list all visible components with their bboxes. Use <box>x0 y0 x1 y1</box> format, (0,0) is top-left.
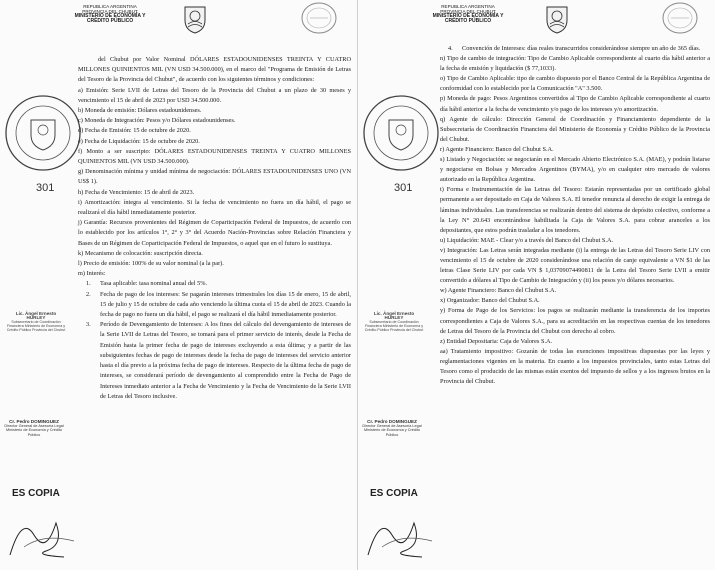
term-o: o) Tipo de Cambio Aplicable: tipo de cambio dispuesto por el Banco Central de la República Argentina de conformidad con lo establecido por la Comunicación "A" 3.500. <box>440 75 710 93</box>
term-u: u) Liquidación: MAE - Clear y/o a través del Banco del Chubut S.A. <box>440 236 614 244</box>
term-j: j) Garantía: Recursos provenientes del Régimen de Coparticipación Federal de Impuestos, de acuerdo con lo establecido por los artículos 1°, 2° y 3° del Acuerdo Nación-Provincias sobre Relación Financiera y Bases de un Régimen de Coparticipación Federal de Impuestos, o aquel que en el futuro lo sustituya. <box>78 219 351 247</box>
header-line4: CRÉDITO PÚBLICO <box>444 18 492 24</box>
intro-paragraph: del Chubut por Valor Nominal DÓLARES ESTADOUNIDENSES TREINTA Y CUATRO MILLONES QUINIENTOS MIL (VN USD 34.500.000), en el marco del "Programa de Emisión de Letras del Tesoro de la Provincia del Chubut", de acuerdo con los siguientes términos y condiciones: <box>78 56 351 84</box>
left-body-text <box>78 55 351 402</box>
right-body-text <box>440 44 710 387</box>
term-t: t) Forma e Instrumentación de las Letras del Tesoro: Estarán representadas por un certificado global permanente a ser depositado en Caja de Valores S.A. El tenedor renuncia al derecho de exigir la entrega de láminas individuales. Las transferencias se realizarán dentro del sistema de depósito colectivo, conforme a la Ley N° 20.643 encontrándose habilitada la Caja de Valores S.A. para cobrar aranceles a los depositantes, que estos podrán trasladar a los tenedores. <box>440 186 710 234</box>
interest-list-continued <box>440 44 710 54</box>
left-page <box>0 0 357 570</box>
chubut-crest-icon <box>182 4 208 34</box>
term-k: k) Mecanismo de colocación: suscripción directa. <box>78 249 203 257</box>
ministry-oval-stamp-icon <box>2 92 84 174</box>
chubut-crest-icon <box>544 4 570 34</box>
signature-block-2 <box>4 420 64 437</box>
interest-text: Tasa aplicable: tasa nominal anual del 5%. <box>100 280 208 288</box>
signatory-role: Subsecretario de Coordinación Financiera Ministerio de Economía y Crédito Público Provincia del Chubut <box>6 320 66 332</box>
interest-text: Fecha de pago de los intereses: Se pagarán intereses trimestrales los días 15 de enero, 15 de abril, 15 de julio y 15 de octubre de cada año venciendo la última cuota el 15 de abril de 2023. Cuando la fecha de pago no fuera un día hábil, el pago se realizará el día hábil inmediatamente posterior. <box>100 290 351 319</box>
folio-number: 301 <box>394 182 413 194</box>
header-line1: REPUBLICA ARGENTINA <box>441 4 495 9</box>
handwritten-signature-icon <box>362 505 442 565</box>
term-m: m) Interés: <box>78 270 106 278</box>
term-y: y) Forma de Pago de los Servicios: los pagos se realizarán mediante la transferencia de los importes correspondientes a Caja de Valores S.A., para su acreditación en las respectivas cuentas de los tenedores de Letras del Tesoro de la Provincia del Chubut con derecho al cobro. <box>440 307 710 335</box>
interest-text: Período de Devengamiento de Intereses: A los fines del cálculo del devengamiento de intereses de la Serie LVII de Letras del Tesoro, se tomará para el primer servicio de interés, desde la Fecha de Emisión hasta la primer fecha de pago de intereses excluyendo a esta última; y a partir de las subsiguientes fechas de pago de intereses desde la fecha de pago de intereses del servicio anterior hasta el día previo a la próxima fecha de pago de intereses. Respecto de la última fecha de pago de intereses, se considerará período de devengamiento al comprendido entre la Fecha de Pago de Intereses inmediato anterior a la Fecha de Vencimiento y la Fecha de Vencimiento de la Serie LVII de Letras del Tesoro inclusive. <box>100 321 351 400</box>
term-w: w) Agente Financiero: Banco del Chubut S.A. <box>440 287 557 295</box>
ministry-header <box>398 4 538 24</box>
interest-text: Convención de Intereses: días reales transcurridos considerándose siempre un año de 365 días. <box>462 45 701 52</box>
term-i: i) Amortización: íntegra al vencimiento. Si la fecha de vencimiento no fuera un día hábil, el pago se realizará el día hábil inmediatamente posterior. <box>78 198 351 217</box>
signatory-role: Director General de Asesoría Legal Ministerio de Economía y Crédito Público <box>362 424 422 437</box>
signature-block-1 <box>6 312 66 332</box>
signature-block-1 <box>364 312 424 332</box>
term-h: h) Fecha de Vencimiento: 15 de abril de 2023. <box>78 188 195 196</box>
header-line2: PROVINCIA DEL CHUBUT <box>440 9 496 14</box>
term-v: v) Integración: Las Letras serán integradas mediante (i) la entrega de las Letras del Tesoro Serie LIV con vencimiento el 15 de octubre de 2020 considerándose una relación de canje equivalente a VN $1 de las letras Clase Serie LIV por cada VN $ 1,03709074490811 de la Letra del Tesoro Serie LVII a emitir convertido a dólares al Tipo de Cambio de Integración y (ii) los pesos y/o dólares necesarios. <box>440 246 710 285</box>
term-g: g) Denominación mínima y unidad mínima de negociación: DÓLARES ESTADOUNIDENSES UNO (VN US$ 1). <box>78 168 351 186</box>
interest-item: 2. Fecha de pago de los intereses: Se pagarán intereses trimestrales los días 15 de enero, 15 de abril, 15 de julio y 15 de octubre de cada año venciendo la última cuota el 15 de abril de 2023. Cuando la fecha de pago no fuera un día hábil, el pago se realizará el día hábil inmediatamente posterior. <box>86 290 351 319</box>
term-b: b) Moneda de emisión: Dólares estadounidenses. <box>78 107 202 115</box>
ministry-header <box>40 4 180 24</box>
term-r: r) Agente Financiero: Banco del Chubut S.A. <box>440 145 554 153</box>
term-n: n) Tipo de cambio de integración: Tipo de Cambio Aplicable correspondiente al cuarto día hábil anterior a la fecha de emisión y liquidación ($ 77,1033). <box>440 55 710 73</box>
interest-item: 3. Período de Devengamiento de Intereses: A los fines del cálculo del devengamiento de intereses de la Serie LVII de Letras del Tesoro, se tomará para el primer servicio de interés, desde la Fecha de Emisión hasta la primer fecha de pago de intereses excluyendo a esta última; y a partir de las subsiguientes fechas de pago de intereses desde la fecha de pago de intereses del servicio anterior hasta el día previo a la próxima fecha de pago de intereses. Respecto de la última fecha de pago de intereses, se considerará período de devengamiento al comprendido entre la Fecha de Pago de Intereses inmediato anterior a la Fecha de Vencimiento y la Fecha de Vencimiento de la Serie LVII de Letras del Tesoro inclusive. <box>86 321 351 400</box>
signatory-name: Lic. Ángel Ernesto HURLEY <box>373 311 415 320</box>
header-line1: REPUBLICA ARGENTINA <box>83 4 137 9</box>
term-z: z) Entidad Depositaria: Caja de Valores S.A. <box>440 337 553 345</box>
header-line2: PROVINCIA DEL CHUBUT <box>82 9 138 14</box>
header-line4: CRÉDITO PÚBLICO <box>86 18 134 24</box>
ministry-oval-stamp-icon <box>360 92 442 174</box>
term-l: l) Precio de emisión: 100% de su valor nominal (a la par). <box>78 260 224 268</box>
header-line3: MINISTERIO DE ECONOMÍA Y <box>432 13 504 19</box>
signatory-name: Lic. Ángel Ernesto HURLEY <box>15 311 57 320</box>
term-s: s) Listado y Negociación: se negociarán en el Mercado Abierto Electrónico S.A. (MAE), y podrán listarse y negociarse en Bolsas y Mercados Argentinos (BYMA), y/o en cualquier otro mercado de valores autorizado en la República Argentina. <box>440 156 710 184</box>
round-seal-icon <box>300 1 338 35</box>
term-q: q) Agente de cálculo: Dirección General de Coordinación y Financiamiento dependiente de la Subsecretaría de Coordinación Financiera del Ministerio de Economía y Crédito Público de la Provincia del Chubut. <box>440 115 710 143</box>
signatory-role: Director General de Asesoría Legal Ministerio de Economía y Crédito Público <box>4 424 64 437</box>
term-aa: aa) Tratamiento impositivo: Gozarán de todas las exenciones impositivas dispuestas por las leyes y reglamentaciones vigentes en la materia. En cuanto a los impuestos provinciales, tanto estas Letras del Tesoro como el producido de las mismas están exentos del impuesto de sellos y a los ingresos brutos en la Provincia del Chubut. <box>440 347 710 386</box>
signatory-role: Subsecretario de Coordinación Financiera Ministerio de Economía y Crédito Público Provincia del Chubut <box>364 320 424 332</box>
term-c: c) Moneda de Integración: Pesos y/o Dólares estadounidenses. <box>78 117 236 125</box>
copy-stamp: ES COPIA <box>370 488 418 499</box>
handwritten-signature-icon <box>4 505 84 565</box>
signatory-name: Cr. Pedro DOMINGUEZ <box>367 419 417 424</box>
term-d: d) Fecha de Emisión: 15 de octubre de 2020. <box>78 127 191 135</box>
interest-list <box>78 279 351 401</box>
term-x: x) Organizador: Banco del Chubut S.A. <box>440 297 540 305</box>
term-e: e) Fecha de Liquidación: 15 de octubre de 2020. <box>78 137 200 145</box>
interest-item: 1. Tasa aplicable: tasa nominal anual del 5%. <box>86 280 208 288</box>
signature-block-2 <box>362 420 422 437</box>
term-p: p) Moneda de pago: Pesos Argentinos convertidos al Tipo de Cambio Aplicable correspondiente al cuarto día hábil anterior a la fecha de vencimiento y/o pago de los intereses y/o amortización. <box>440 95 710 113</box>
right-page <box>358 0 715 570</box>
round-seal-icon <box>661 1 699 35</box>
header-line3: MINISTERIO DE ECONOMÍA Y <box>74 13 146 19</box>
interest-item: 4. Convención de Intereses: días reales transcurridos considerándose siempre un año de 365 días. <box>448 45 701 52</box>
term-a: a) Emisión: Serie LVII de Letras del Tesoro de la Provincia del Chubut a un plazo de 30 meses y vencimiento el 15 de abril de 2023 por USD 34.500.000. <box>78 86 351 104</box>
term-f: f) Monto a ser suscripto: DÓLARES ESTADOUNIDENSES TREINTA Y CUATRO MILLONES QUINIENTOS MIL (VN USD 34.500.000). <box>78 147 351 166</box>
copy-stamp: ES COPIA <box>12 488 60 499</box>
folio-number: 301 <box>36 182 55 194</box>
signatory-name: Cr. Pedro DOMINGUEZ <box>9 419 59 424</box>
